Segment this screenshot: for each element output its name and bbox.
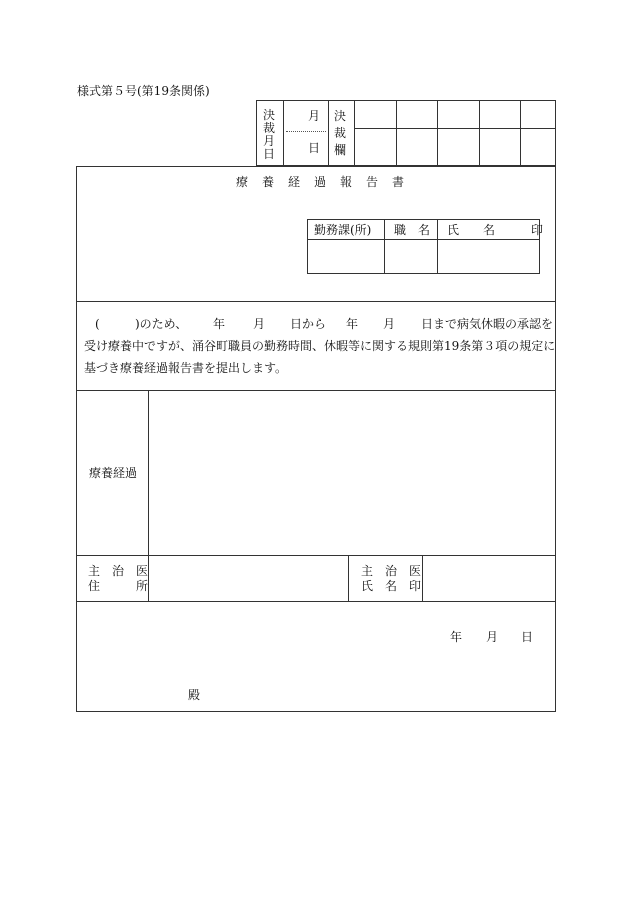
doctor-name-label-1: 主 治 医 [361,564,422,578]
approval-box [256,100,556,166]
footer-date-day: 日 [521,630,534,644]
approval-date-char-1: 決 [263,108,276,122]
statement-from-year: 年 [213,317,226,331]
info-header-department: 勤務課(所) [314,223,372,237]
progress-label: 療養経過 [89,466,138,480]
addressee-honorific: 殿 [188,688,201,702]
doctor-name-seal-field[interactable] [424,557,554,600]
statement-to-day: 日まで病気休暇の承認を [421,317,554,331]
approval-date-char-2: 裁 [263,121,276,135]
statement-line-2: 受け療養中ですが、涌谷町職員の勤務時間、休暇等に関する規則第19条第３項の規定に [84,339,556,353]
form-number: 様式第５号(第19条関係) [77,84,210,98]
approval-date-char-4: 日 [263,147,276,161]
statement-to-year: 年 [346,317,359,331]
approval-day: 日 [308,141,321,155]
footer-date-month: 月 [486,630,499,644]
date-divider [286,131,326,132]
statement-reason: )のため、 [135,317,188,331]
statement-open-paren: ( [95,317,100,331]
doctor-name-label-2: 氏 名 印 [361,579,422,593]
doctor-address-field[interactable] [150,557,346,600]
approval-column-char-2: 裁 [334,126,347,140]
doctor-address-label-2: 住 所 [88,579,149,593]
statement-line-3: 基づき療養経過報告書を提出します。 [84,361,288,375]
statement-from-day: 日から [290,317,327,331]
department-field[interactable] [308,240,383,273]
statement-to-month: 月 [383,317,396,331]
approval-column-char-3: 欄 [334,143,347,157]
page-title: 療 養 経 過 報 告 書 [236,175,406,189]
info-header-name-seal: 氏 名 印 [447,223,544,237]
approval-column-char-1: 決 [334,109,347,123]
statement-from-month: 月 [253,317,266,331]
info-header-position: 職 名 [394,223,431,237]
doctor-address-label-1: 主 治 医 [88,564,149,578]
approval-month: 月 [308,109,321,123]
approval-date-char-3: 月 [263,134,276,148]
footer-date-year: 年 [450,630,463,644]
position-field[interactable] [385,240,436,273]
progress-field[interactable] [150,392,554,554]
name-seal-field[interactable] [438,240,539,273]
